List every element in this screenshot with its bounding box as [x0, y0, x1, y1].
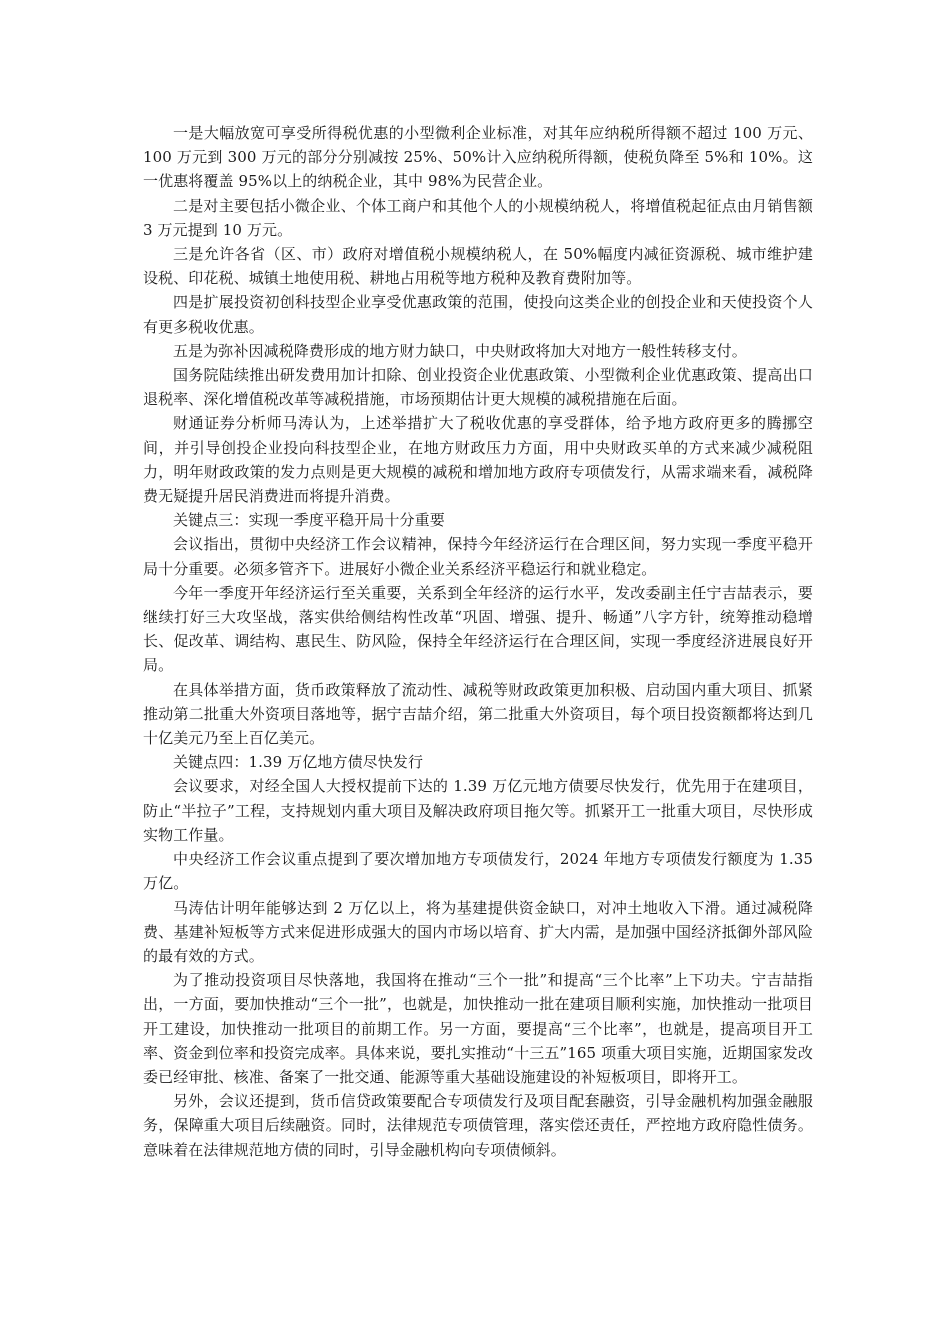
paragraph-q1-economy: 今年一季度开年经济运行至关重要，关系到全年经济的运行水平，发改委副主任宁吉喆表示，要继续打好三大攻坚战，落实供给侧结构性改革“巩固、增强、提升、畅通”八字方针，统筹推动稳增长、促改革、调结构、惠民生、防风险，保持全年经济运行在合理区间，实现一季度经济进展良好开局。	[143, 583, 813, 675]
paragraph-special-bonds: 中央经济工作会议重点提到了要次增加地方专项债发行，2024 年地方专项债发行额度为 1.35 万亿。	[143, 850, 813, 893]
paragraph-three-batches: 为了推动投资项目尽快落地，我国将在推动“三个一批”和提高“三个比率”上下功夫。宁吉喆指出，一方面，要加快推动“三个一批”，也就是，加快推动一批在建项目顺利实施，加快推动一批项目开工建设，加快推动一批项目的前期工作。另一方面，要提高“三个比率”，也就是，提高项目开工率、资金到位率和投资完成率。具体来说，要扎实推动“十三五”165 项重大项目实施，近期国家发改委已经审批、核准、备案了一批交通、能源等重大基础设施建设的补短板项目，即将开工。	[143, 971, 813, 1086]
paragraph-credit-policy: 另外，会议还提到，货币信贷政策要配合专项债发行及项目配套融资，引导金融机构加强金融服务，保障重大项目后续融资。同时，法律规范专项债管理，落实偿还责任，严控地方政府隐性债务。意味着在法律规范地方债的同时，引导金融机构向专项债倾斜。	[143, 1092, 813, 1159]
paragraph-local-debt: 会议要求，对经全国人大授权提前下达的 1.39 万亿元地方债要尽快发行，优先用于在建项目，防止“半拉子”工程，支持规划内重大项目及解决政府项目拖欠等。抓紧开工一批重大项目，尽快形成实物工作量。	[143, 777, 813, 844]
paragraph-tax-item-5: 五是为弥补因减税降费形成的地方财力缺口，中央财政将加大对地方一般性转移支付。	[173, 341, 747, 360]
paragraph-tax-item-3: 三是允许各省（区、市）政府对增值税小规模纳税人，在 50%幅度内减征资源税、城市维护建设税、印花税、城镇土地使用税、耕地占用税等地方税种及教育费附加等。	[143, 245, 813, 288]
paragraph-meeting-q1: 会议指出，贯彻中央经济工作会议精神，保持今年经济运行在合理区间，努力实现一季度平稳开局十分重要。必须多管齐下。进展好小微企业关系经济平稳运行和就业稳定。	[143, 535, 813, 578]
paragraph-measures: 在具体举措方面，货币政策释放了流动性、减税等财政政策更加积极、启动国内重大项目、抓紧推动第二批重大外资项目落地等，据宁吉喆介绍，第二批重大外资项目，每个项目投资额都将达到几十亿美元乃至上百亿美元。	[143, 680, 813, 748]
paragraph-tax-item-1: 一是大幅放宽可享受所得税优惠的小型微利企业标准，对其年应纳税所得额不超过 100 万元、100 万元到 300 万元的部分分别减按 25%、50%计入应纳税所得额，使税负降至 5%和 10%。这一优惠将覆盖 95%以上的纳税企业，其中 98%为民营企业。	[143, 124, 813, 191]
paragraph-tax-item-2: 二是对主要包括小微企业、个体工商户和其他个人的小规模纳税人，将增值税起征点由月销售额 3 万元提到 10 万元。	[143, 196, 813, 239]
paragraph-state-council: 国务院陆续推出研发费用加计扣除、创业投资企业优惠政策、小型微利企业优惠政策、提高出口退税率、深化增值税改革等减税措施，市场预期估计更大规模的减税措施在后面。	[143, 366, 813, 409]
section-heading-key-point-4: 关键点四：1.39 万亿地方债尽快发行	[173, 753, 424, 772]
paragraph-forecast: 马涛估计明年能够达到 2 万亿以上，将为基建提供资金缺口，对冲土地收入下滑。通过减税降费、基建补短板等方式来促进形成强大的国内市场以培育、扩大内需，是加强中国经济抵御外部风险的最有效的方式。	[143, 898, 813, 965]
document-body	[143, 121, 813, 1162]
paragraph-tax-item-4: 四是扩展投资初创科技型企业享受优惠政策的范围，使投向这类企业的创投企业和天使投资个人有更多税收优惠。	[143, 293, 813, 336]
section-heading-key-point-3: 关键点三：实现一季度平稳开局十分重要	[173, 511, 445, 530]
paragraph-analyst: 财通证券分析师马涛认为，上述举措扩大了税收优惠的享受群体，给予地方政府更多的腾挪空间，并引导创投企业投向科技型企业，在地方财政压力方面，用中央财政买单的方式来减少减税阻力，明年财政政策的发力点则是更大规模的减税和增加地方政府专项债发行，从需求端来看，减税降费无疑提升居民消费进而将提升消费。	[143, 414, 813, 506]
